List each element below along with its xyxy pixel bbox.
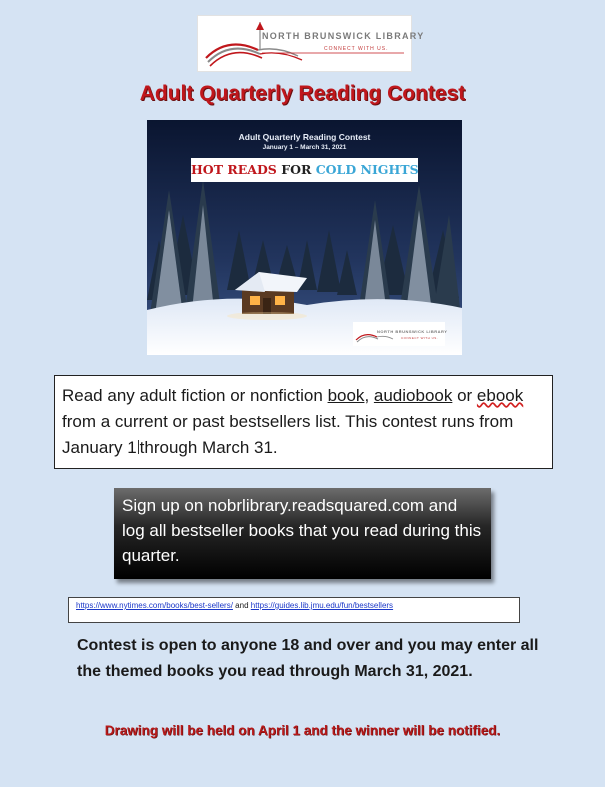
signup-box: Sign up on nobrlibrary.readsquared.com and log all bestseller books that you read during this quarter.: [114, 488, 491, 579]
mini-logo-tagline: CONNECT WITH US.: [401, 336, 439, 340]
hot-reads-headline: [191, 158, 418, 182]
info-text-2: or: [452, 386, 477, 405]
contest-banner-image: [147, 120, 462, 355]
banner-mini-logo: [353, 322, 448, 346]
eligibility-text: Contest is open to anyone 18 and over and you may enter all the themed books you read through March 31, 2021.: [77, 637, 539, 680]
links-and: and: [232, 601, 251, 610]
open-book-mini-logo-icon: [353, 322, 448, 346]
mini-logo-name: NORTH BRUNSWICK LIBRARY: [377, 329, 448, 334]
logo-tagline: CONNECT WITH US.: [324, 46, 389, 52]
cold-nights-text: COLD NIGHTS: [315, 162, 419, 177]
info-text-1: Read any adult fiction or nonfiction: [62, 386, 328, 405]
info-comma: ,: [364, 386, 374, 405]
drawing-notice: Drawing will be held on April 1 and the winner will be notified.: [104, 723, 501, 738]
page-title: Adult Quarterly Reading Contest: [139, 82, 466, 105]
for-text: FOR: [281, 162, 312, 177]
jmu-guide-link[interactable]: https://guides.lib.jmu.edu/fun/bestsellers: [250, 601, 394, 610]
logo-name: NORTH BRUNSWICK LIBRARY: [262, 31, 425, 41]
audiobook-word: audiobook: [373, 386, 453, 405]
bestseller-links-box: [68, 597, 520, 623]
info-text-3: from a current or past bestsellers list. This contest runs from January 1: [62, 412, 514, 457]
nytimes-link[interactable]: https://www.nytimes.com/books/best-sellers/: [76, 601, 233, 610]
banner-dates: January 1 – March 31, 2021: [262, 144, 347, 151]
ebook-word: ebook: [476, 386, 524, 405]
info-text-4: through March 31.: [139, 438, 278, 457]
book-word: book: [327, 386, 365, 405]
open-book-logo-icon: [198, 16, 411, 71]
library-logo: [197, 15, 425, 72]
hot-reads-text: HOT READS: [191, 162, 277, 177]
contest-info-box: [54, 375, 553, 469]
banner-title: Adult Quarterly Reading Contest: [238, 132, 371, 142]
winter-cabin-scene: [147, 120, 462, 355]
text-cursor: [138, 440, 139, 454]
